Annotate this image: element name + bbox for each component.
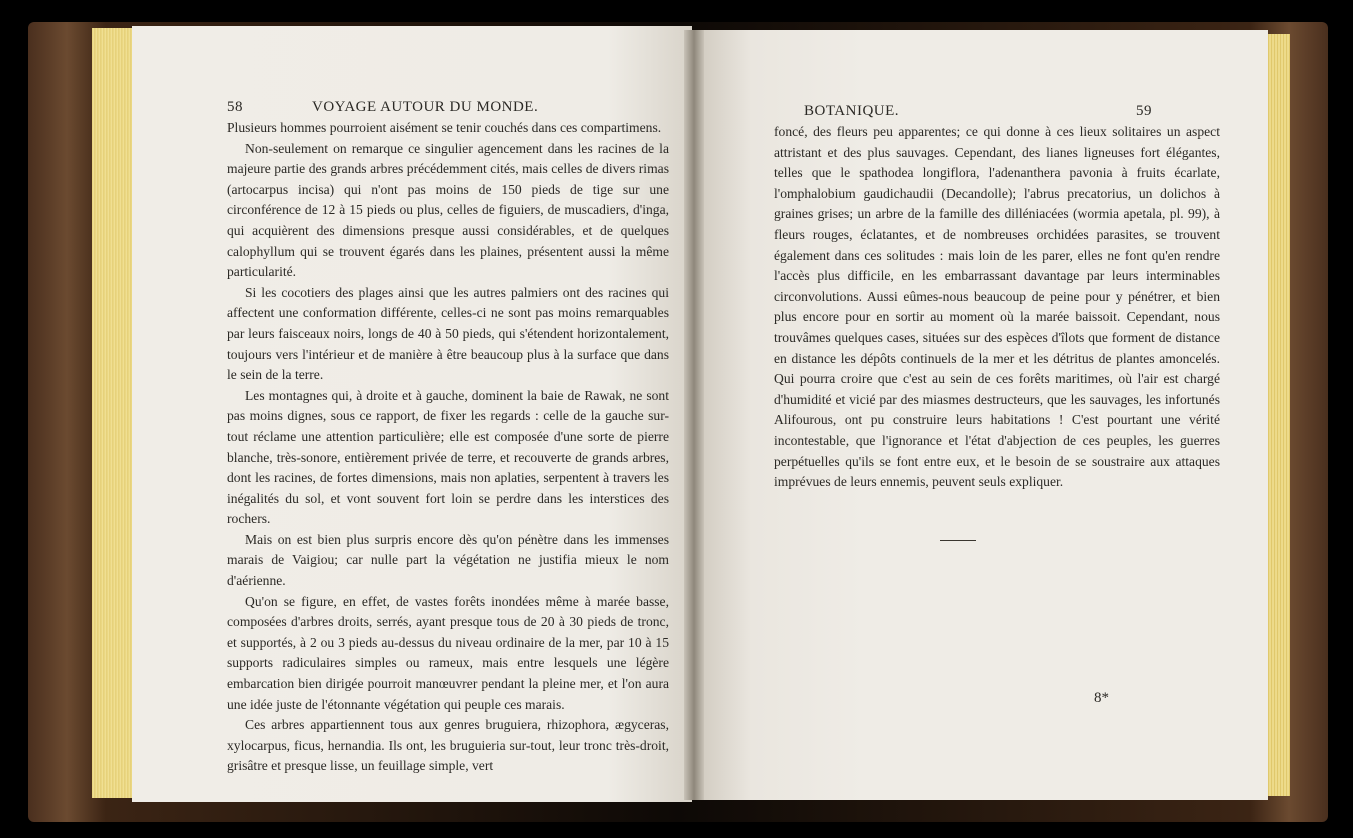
paragraph: Plusieurs hommes pourroient aisément se tenir couchés dans ces compartimens. (227, 120, 662, 135)
paragraph: Si les cocotiers des plages ainsi que les autres palmiers ont des racines qui affectent une conformation différente, celles-ci ne sont pas moins remarquables par leurs faisceaux noirs, longs de 40 à 50 pieds, qui s'étendent horizontalement, toujours vers l'intérieur et de manière à être beaucoup plus à la surface que dans le sein de la terre. (227, 284, 669, 383)
paragraph: foncé, des fleurs peu apparentes; ce qui donne à ces lieux solitaires un aspect attristant et des plus sauvages. Cependant, des lianes ligneuses fort élégantes, telles que le spathodea longiflora, l'adenanthera pavonia à fruits écarlate, l'omphalobium gaudichaudii (Decandolle); l'abrus precatorius, un dolichos à graines grises; un arbre de la famille des dilléniacées (wormia apetala, pl. 99), à fleurs rouges, éclatantes, et de nombreuses orchidées parasites, se trouvent également dans ces solitudes : mais loin de les parer, elles ne font qu'en rendre l'accès plus difficile, en les embarrassant davantage par leurs interminables circonvolutions. Aussi eûmes-nous beaucoup de peine pour y pénétrer, et bien plus encore pour en sortir au moment où la marée baissoit. Cependant, nous trouvâmes quelques cases, situées sur des espèces d'îlots que forment de distance en distance les dépôts continuels de la mer et les détritus de plantes amoncelés. Qui pourra croire que c'est au sein de ces forêts maritimes, où l'air est chargé d'humidité et vicié par des miasmes destructeurs, que les sauvages, les infortunés Alifourous, ont pu construire leurs habitations ! C'est pourtant une vérité incontestable, que l'ignorance et l'état d'abjection de ces peuples, les guerres perpétuelles qu'ils se font entre eux, et le besoin de se soustraire aux attaques imprévues de leurs ennemis, peuvent seuls expliquer. (774, 124, 1220, 490)
left-page-number: 58 (227, 99, 243, 115)
right-page-text (774, 122, 1220, 493)
left-page-text (227, 118, 669, 777)
paragraph: Non-seulement on remarque ce singulier agencement dans les racines de la majeure partie des grands arbres précédemment cités, mais celles de divers rimas (artocarpus incisa) qui n'ont pas moins de 150 pieds de tige sur une circonférence de 12 à 15 pieds ou plus, celles de figuiers, de muscadiers, d'inga, qui acquièrent des dimensions presque aussi considérables, et de quelques calophyllum qui se trouvent égarés dans les plaines, présentent aussi la même particularité. (227, 140, 669, 280)
right-running-title: BOTANIQUE. (804, 103, 900, 119)
book-gutter (684, 30, 704, 800)
section-divider (940, 540, 976, 541)
paragraph: Qu'on se figure, en effet, de vastes forêts inondées même à marée basse, composées d'arbres droits, serrés, ayant presque tous de 20 à 30 pieds de tronc, et supportés, à 2 ou 3 pieds au-dessus du niveau ordinaire de la mer, par 10 à 15 supports radiculaires simples ou rameux, mais entre lesquels une légère embarcation bien dirigée pourroit manœuvrer pendant la pleine mer, et l'on aura une idée juste de l'étonnante végétation qui peuple ces marais. (227, 593, 669, 712)
right-page (694, 30, 1268, 800)
paragraph: Les montagnes qui, à droite et à gauche, dominent la baie de Rawak, ne sont pas moins dignes, sous ce rapport, de fixer les regards : celle de la gauche sur-tout réclame une attention particulière; elle est composée d'une sorte de pierre blanche, très-sonore, entièrement privée de terre, et recouverte de grands arbres, dont les racines, de fortes dimensions, mais non aplaties, serpentent à travers les inégalités du sol, et vont souvent fort loin se perdre dans les interstices des rochers. (227, 387, 669, 527)
left-page (132, 26, 692, 802)
right-page-number: 59 (1136, 103, 1152, 119)
signature-mark: 8* (1094, 690, 1109, 706)
left-running-title: VOYAGE AUTOUR DU MONDE. (312, 99, 539, 115)
paragraph: Mais on est bien plus surpris encore dès qu'on pénètre dans les immenses marais de Vaigiou; car nulle part la végétation ne justifia mieux le nom d'aérienne. (227, 531, 669, 589)
paragraph: Ces arbres appartiennent tous aux genres bruguiera, rhizophora, ægyceras, xylocarpus, ficus, hernandia. Ils ont, les bruguieria sur-tout, leur tronc très-droit, grisâtre et presque lisse, un feuillage simple, vert (227, 717, 669, 774)
